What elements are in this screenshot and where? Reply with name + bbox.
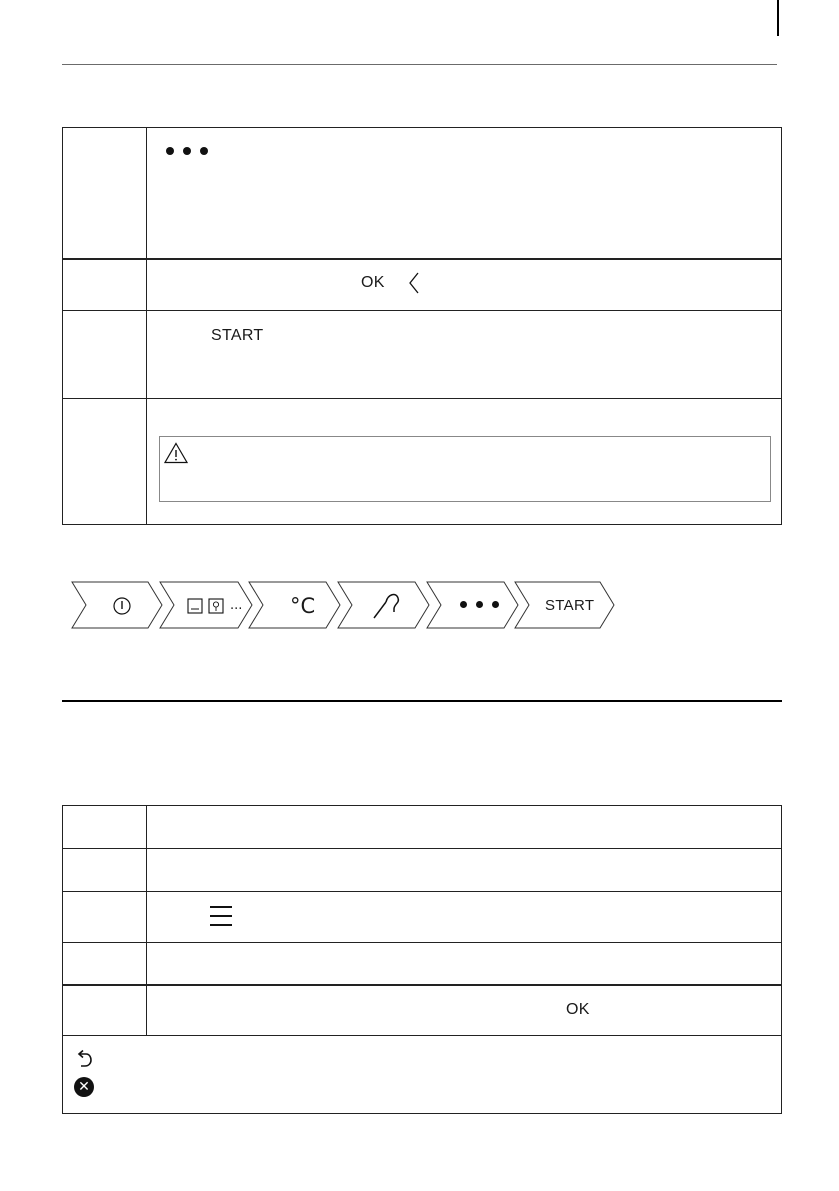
- back-chevron-icon: [408, 272, 420, 298]
- corner-crop-line: [777, 0, 779, 36]
- undo-arrow-icon: [74, 1049, 94, 1073]
- section-rule: [62, 700, 782, 702]
- more-modes-ellipsis: ...: [230, 598, 243, 613]
- oven-mode-icon: [188, 599, 223, 613]
- hamburger-menu-icon: [210, 906, 232, 933]
- header-rule: [62, 64, 777, 65]
- cooking-sequence-flow: [70, 580, 620, 636]
- ok-key-label: OK: [566, 1001, 590, 1018]
- more-options-icon: [166, 147, 208, 155]
- table2-row-divider: [62, 984, 782, 986]
- table1-row-divider: [62, 258, 782, 260]
- table2-row-divider: [62, 891, 782, 892]
- table1-row-divider: [62, 398, 782, 399]
- table2-row-divider: [62, 942, 782, 943]
- warning-box: [159, 436, 771, 502]
- start-step-label: START: [545, 597, 595, 614]
- x-circle-icon: ✕: [74, 1077, 94, 1097]
- table2-row-divider: [62, 1035, 782, 1036]
- temperature-label: °C: [290, 594, 316, 618]
- ok-key-label: OK: [361, 274, 385, 291]
- food-probe-icon: [370, 590, 404, 624]
- power-icon: [114, 598, 130, 614]
- start-key-label: START: [211, 327, 264, 344]
- warning-triangle-icon: [164, 442, 188, 468]
- more-options-icon: [460, 601, 499, 608]
- table2-row-divider: [62, 848, 782, 849]
- flow-step-power: [72, 582, 162, 628]
- steps-table-2: [62, 805, 782, 1114]
- table1-column-divider: [146, 127, 147, 525]
- table1-row-divider: [62, 310, 782, 311]
- table2-column-divider: [146, 805, 147, 1035]
